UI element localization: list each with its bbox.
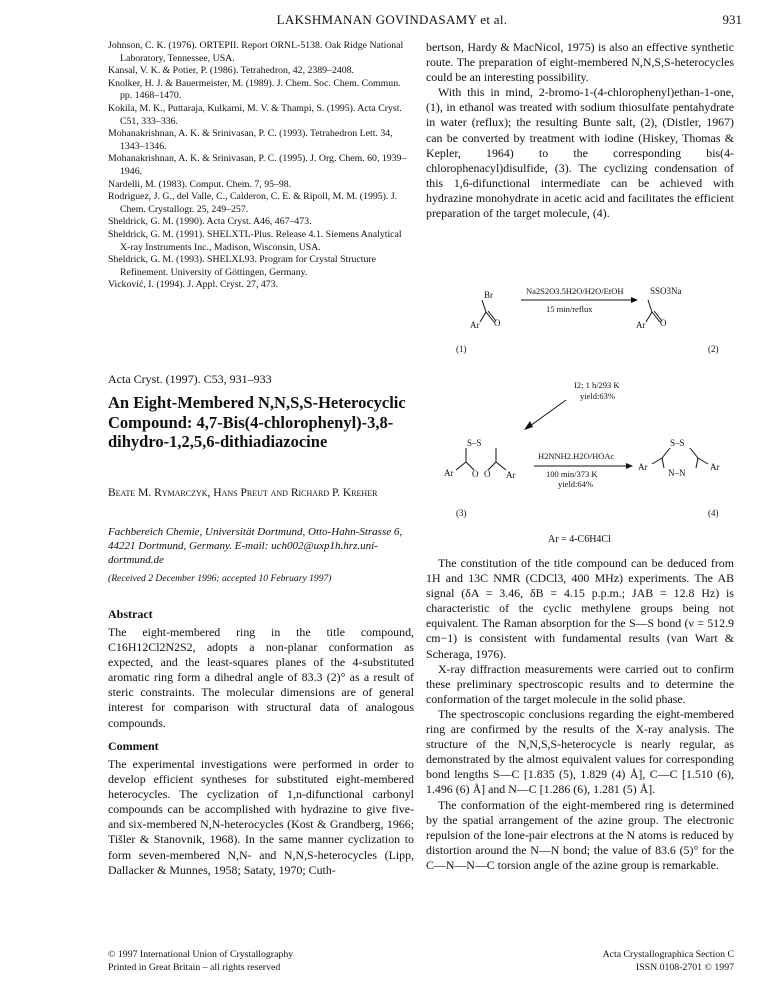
sso3na-label: SSO3Na xyxy=(650,286,682,296)
paragraph: bertson, Hardy & MacNicol, 1975) is also an effective synthetic route. The preparation of eight-membered N,N,S,S-heterocycles could be an interesting possibility. xyxy=(426,40,734,85)
compound-3-structure xyxy=(456,448,506,470)
abstract-text: The eight-membered ring in the title compound, C16H12Cl2N2S2, adopts a non-planar conformation as expected, and the least-squares planes of the 4-substituted aromatic ring form a dihedral angle of 83.3 (2)° as a result of steric constraints. The molecular dimensions are of general interest for comparison with structural data of analogous compounds. xyxy=(108,625,414,730)
reference-list xyxy=(108,40,414,292)
label-4: (4) xyxy=(708,508,719,518)
comment-heading: Comment xyxy=(108,739,159,753)
label-2: (2) xyxy=(708,344,719,354)
reagent-3: H2NNH2.H2O/HOAc xyxy=(538,451,615,461)
label-1: (1) xyxy=(456,344,467,354)
issn-line: ISSN 0108-2701 © 1997 xyxy=(635,961,734,973)
reference-item: Mohanakrishnan, A. K. & Srinivasan, P. C. (1995). J. Org. Chem. 60, 1939–1946. xyxy=(108,153,407,177)
yield-3: yield:64% xyxy=(558,479,593,489)
ar-label: Ar xyxy=(444,468,454,478)
reaction-arrow-2-head xyxy=(524,421,533,430)
reference-item: Kansal, V. K. & Potier, P. (1986). Tetrahedron, 42, 2389–2408. xyxy=(108,65,355,77)
s-s-label: S–S xyxy=(467,438,482,448)
reference-item: Johnson, C. K. (1976). ORTEPII. Report ORNL-5138. Oak Ridge National Laboratory, Tennessee, USA. xyxy=(108,40,404,64)
reference-item: Mohanakrishnan, A. K. & Srinivasan, P. C. (1993). Tetrahedron Lett. 34, 1343–1346. xyxy=(108,128,393,152)
journal-footer xyxy=(540,949,734,974)
o-label: O xyxy=(472,469,479,479)
ar-definition: Ar = 4-C6H4Cl xyxy=(548,534,611,545)
journal-citation: Acta Cryst. (1997). C53, 931–933 xyxy=(108,372,272,386)
o-label: O xyxy=(484,469,491,479)
label-3: (3) xyxy=(456,508,467,518)
abstract-heading: Abstract xyxy=(108,607,153,621)
condition-1: 15 min/reflux xyxy=(546,304,593,314)
journal-section: Acta Crystallographica Section C xyxy=(602,949,734,960)
reference-item: Sheldrick, G. M. (1993). SHELXL93. Program for Crystal Structure Refinement. University of Göttingen, Germany. xyxy=(108,254,377,278)
reaction-arrow-2 xyxy=(530,400,566,426)
reaction-arrow-1-head xyxy=(631,297,638,303)
paragraph: The conformation of the eight-membered ring is determined by the spatial arrangement of the azine group. The electronic repulsion of the lone-pair electrons at the N atoms is reduced by distortion around the N—N bond; the value of 83.6 (5)° for the C—N—N—C torsion angle of the azine group is remarkable. xyxy=(426,797,734,872)
copyright-footer xyxy=(108,949,293,974)
ar-label: Ar xyxy=(636,320,646,330)
reference-item: Sheldrick, G. M. (1990). Acta Cryst. A46, 467–473. xyxy=(108,216,312,228)
reaction-scheme-graphic xyxy=(426,270,734,560)
running-header-authors: LAKSHMANAN GOVINDASAMY et al. xyxy=(276,12,508,27)
reference-item: Rodriguez, J. G., del Valle, C., Calderon, C. E. & Ripoll, M. M. (1995). J. Chem. Crystallogr. 25, 249–257. xyxy=(108,191,398,215)
reagent-1: Na2S2O3.5H2O/H2O/EtOH xyxy=(526,286,624,296)
o-label: O xyxy=(494,318,501,328)
page-number: 931 xyxy=(722,12,742,27)
affiliation: Fachbereich Chemie, Universität Dortmund, Otto-Hahn-Strasse 6, 44221 Dortmund, Germany. E-mail: uch002@uxp1h.hrz.uni-dortmund.de xyxy=(108,526,403,566)
ar-label: Ar xyxy=(506,470,516,480)
reference-item: Sheldrick, G. M. (1991). SHELXTL-Plus. Release 4.1. Siemens Analytical X-ray Instruments Inc., Madison, Wisconsin, USA. xyxy=(108,228,402,253)
reaction-scheme xyxy=(426,270,734,560)
reference-item: Kokila, M. K., Puttaraja, Kulkarni, M. V. & Thampi, S. (1995). Acta Cryst. C51, 333–336. xyxy=(108,102,402,127)
abstract xyxy=(108,625,414,731)
reference-item: Nardelli, M. (1983). Comput. Chem. 7, 95–98. xyxy=(108,178,292,190)
reaction-arrow-3-head xyxy=(626,463,633,469)
reagent-2: I2; 1 h/293 K xyxy=(574,380,620,390)
comment-text: The experimental investigations were performed in order to develop efficient syntheses for substituted eight-membered heterocycles. The cyclization of 1,n-difunctional carbonyl compounds can be accomplished with hydrazine to give five- and six-membered N,N-heterocycles (Kost & Grandberg, 1966; Tišler & Stanovnik, 1968). In the same manner cyclization to form seven-membered N,N- and N,N,S-heterocycles (Lipp, Dallacker & Munnes, 1958; Sataty, 1970; Cuth- xyxy=(108,757,414,877)
received-dates: (Received 2 December 1996; accepted 10 February 1997) xyxy=(108,573,332,584)
condition-3: 100 min/373 K xyxy=(546,469,598,479)
reference-item: Knolker, H. J. & Bauermeister, M. (1989). J. Chem. Soc. Chem. Commun. pp. 1468–1470. xyxy=(108,77,401,102)
comment xyxy=(108,757,414,878)
yield-2: yield:63% xyxy=(580,391,615,401)
s-s-label: S–S xyxy=(670,438,685,448)
copyright-line: © 1997 International Union of Crystallography xyxy=(108,949,294,960)
paragraph: The constitution of the title compound can be deduced from 1H and 13C NMR (CDCl3, 400 MHz) experiments. The AB signal (δA = 3.46, δB = 4.15 p.p.m.; JAB = 12.8 Hz) is characteristic of the cyclic methylene groups being not equivalent. The Raman absorption for the S—S bond (ν = 512.9 cm−1) is consistent with fundamental results (van Wart & Scheraga, 1976). xyxy=(426,556,734,661)
right-column-intro xyxy=(426,40,734,221)
article-authors: Beate M. Rymarczyk, Hans Preut and Richard P. Kreher xyxy=(108,487,378,499)
ar-label: Ar xyxy=(710,462,720,472)
o-label: O xyxy=(660,318,667,328)
article-title: An Eight-Membered N,N,S,S-Heterocyclic Compound: 4,7-Bis(4-chlorophenyl)-3,8-dihydro-1,2,5,6-dithiadiazocine xyxy=(108,393,406,452)
n-n-label: N–N xyxy=(668,468,686,478)
ar-label: Ar xyxy=(470,320,480,330)
right-column-results xyxy=(426,556,734,873)
paragraph: The spectroscopic conclusions regarding the eight-membered ring are confirmed by the results of the X-ray analysis. The structure of the N,N,S,S-heterocycle is nearly regular, as demonstrated by the almost equivalent values for corresponding bond lengths S—C [1.835 (5), 1.829 (4) Å], C—C [1.510 (6), 1.496 (6) Å] and N—C [1.286 (6), 1.281 (5) Å]. xyxy=(426,706,734,797)
reference-item: Vicković, I. (1994). J. Appl. Cryst. 27, 473. xyxy=(108,279,279,291)
ar-label: Ar xyxy=(638,462,648,472)
printed-line: Printed in Great Britain – all rights reserved xyxy=(108,961,281,973)
br-label: Br xyxy=(484,290,493,300)
paragraph: X-ray diffraction measurements were carried out to confirm these preliminary spectroscopic results and to determine the conformation of the target molecule in the solid phase. xyxy=(426,661,734,706)
paragraph: With this in mind, 2-bromo-1-(4-chlorophenyl)ethan-1-one, (1), in ethanol was treated with sodium thiosulfate pentahydrate in water (reflux); the resulting Bunte salt, (2), (Distler, 1967) can be converted by treatment with iodine (Hiskey, Thomas & Kepler, 1964) to the corresponding bis(4-chlorophenacyl)disulfide, (3). The cyclizing condensation of this 1,6-difunctional intermediate can be achieved with hydrazine monohydrate in acetic acid and facilitates the efficient preparation of the target molecule, (4). xyxy=(426,85,734,221)
compound-4-structure xyxy=(652,448,708,468)
